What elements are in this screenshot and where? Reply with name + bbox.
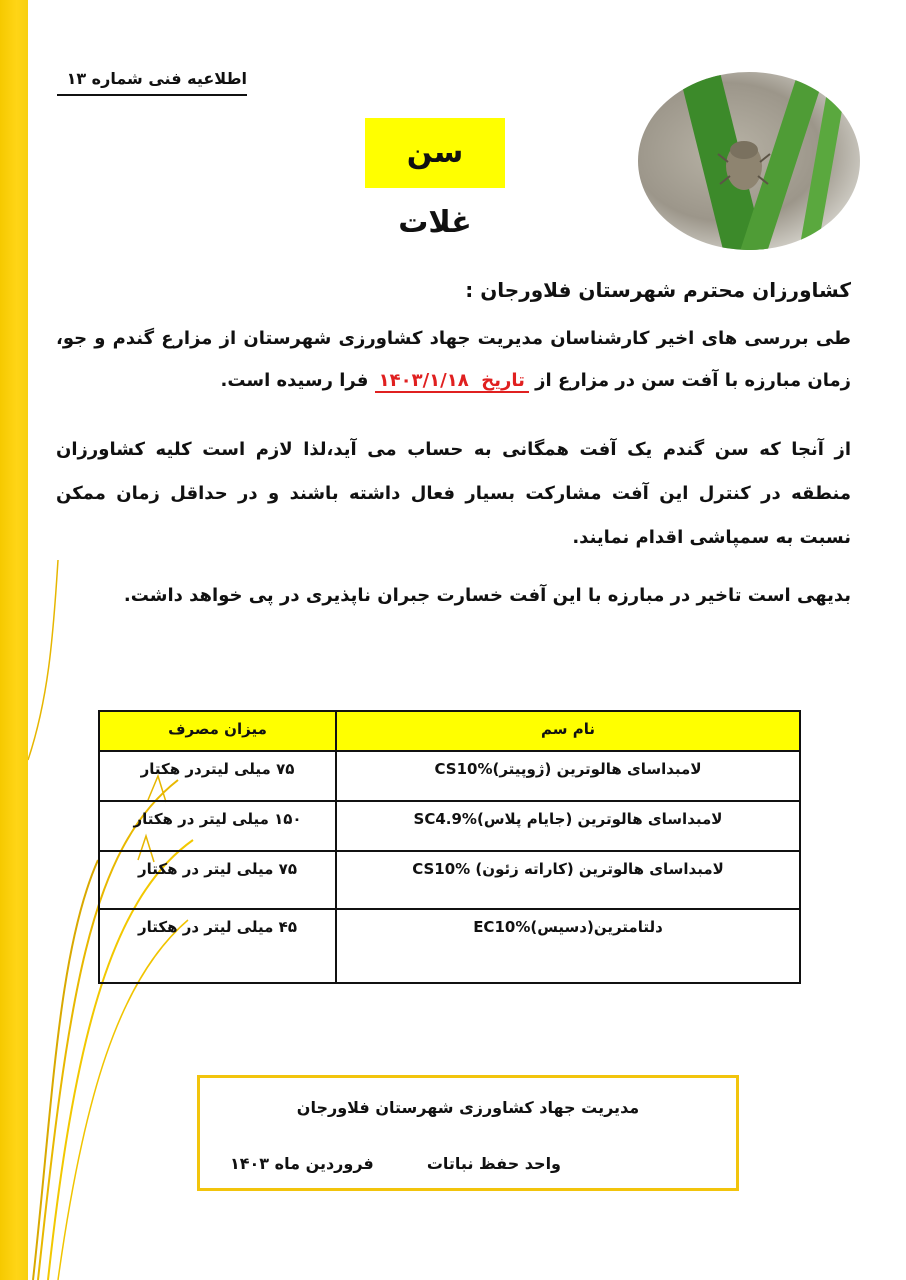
- footer-date: فروردین ماه ۱۴۰۳: [230, 1154, 374, 1173]
- paragraph-timing-text: طی بررسی های اخیر کارشناسان مدیریت جهاد کشاورزی شهرستان از مزارع گندم و جو، زمان مبارزه با آفت سن در مزارع از: [56, 328, 851, 391]
- pesticide-name: لامبداسای هالوترین (جایام پلاس)SC4.9%: [336, 801, 800, 851]
- table-row: [99, 909, 800, 983]
- greeting: کشاورزان محترم شهرستان فلاورجان :: [465, 278, 851, 302]
- pesticide-dosage: ۴۵ میلی لیتر در هکتار: [99, 909, 336, 983]
- table-row: [99, 801, 800, 851]
- pesticide-dosage: ۷۵ میلی لیتر در هکتار: [99, 851, 336, 909]
- paragraph-warning: بدیهی است تاخیر در مبارزه با این آفت خسارت جبران ناپذیری در پی خواهد داشت.: [123, 585, 851, 606]
- header-pesticide-name: نام سم: [336, 711, 800, 751]
- page-title: سن غلات: [365, 118, 505, 188]
- footer-unit: واحد حفظ نباتات: [426, 1154, 561, 1173]
- paragraph-timing: [56, 318, 851, 402]
- pesticide-dosage: ۷۵ میلی لیتردر هکتار: [99, 751, 336, 801]
- control-date-value: ۱۴۰۳/۱/۱۸: [378, 370, 469, 391]
- pesticide-name: لامبداسای هالوترین (ژوپیتر)CS10%: [336, 751, 800, 801]
- wheat-decoration: [28, 0, 198, 1280]
- control-date: [375, 370, 529, 393]
- pesticide-name: دلتامترین(دسیس)EC10%: [336, 909, 800, 983]
- paragraph-participation: از آنجا که سن گندم یک آفت همگانی به حساب می آید،لذا لازم است کلیه کشاورزان منطقه در کنترل این آفت مشارکت بسیار فعال داشته باشند و در حداقل زمان ممکن نسبت به سمپاشی اقدام نمایند.: [56, 439, 851, 548]
- decorative-yellow-band: [0, 0, 28, 1280]
- paragraph-timing-end: فرا رسیده است.: [220, 370, 369, 391]
- control-date-label: تاریخ: [481, 370, 525, 391]
- pesticide-dosage: ۱۵۰ میلی لیتر در هکتار: [99, 801, 336, 851]
- footer-signature-box: [197, 1075, 739, 1191]
- pesticide-name: لامبداسای هالوترین (کاراته زئون) CS10%: [336, 851, 800, 909]
- bug-icon: [716, 132, 772, 196]
- table-header-row: [99, 711, 800, 751]
- header-dosage: میزان مصرف: [99, 711, 336, 751]
- pest-photo: [638, 72, 860, 250]
- table-row: [99, 851, 800, 909]
- footer-organization: مدیریت جهاد کشاورزی شهرستان فلاورجان: [296, 1098, 640, 1117]
- bulletin-number: اطلاعیه فنی شماره ۱۳: [57, 64, 247, 96]
- pesticide-table: [98, 710, 801, 984]
- table-row: [99, 751, 800, 801]
